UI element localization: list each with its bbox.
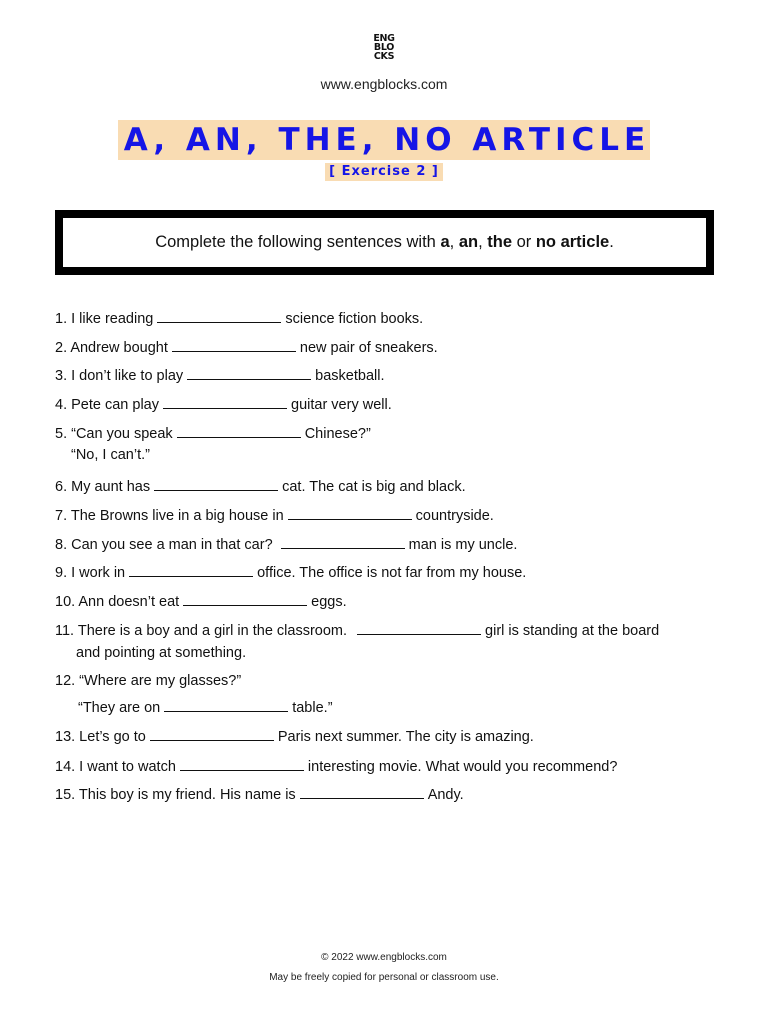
engblocks-logo: [0, 34, 768, 61]
answer-blank[interactable]: [163, 394, 287, 409]
question-text: 3. I don’t like to play: [55, 368, 184, 384]
question-12-line-2: [78, 697, 333, 716]
answer-blank[interactable]: [288, 505, 412, 520]
question-text: “They are on: [78, 700, 161, 716]
logo-line: ENG: [373, 33, 395, 44]
question-text: 13. Let’s go to: [55, 729, 146, 745]
answer-blank[interactable]: [164, 697, 288, 712]
question-15: [55, 784, 464, 803]
question-text: man is my uncle.: [408, 537, 518, 553]
instruction-text: Complete the following sentences with: [155, 233, 441, 251]
question-text: new pair of sneakers.: [299, 340, 438, 356]
answer-blank[interactable]: [300, 784, 424, 799]
question-11-line-2: and pointing at something.: [76, 645, 247, 661]
question-13: [55, 726, 534, 745]
option-no-article: no article: [535, 233, 610, 251]
answer-blank[interactable]: [357, 620, 481, 635]
question-text: eggs.: [311, 594, 347, 610]
question-9: [55, 562, 526, 581]
question-text: Paris next summer. The city is amazing.: [277, 729, 534, 745]
question-text: 15. This boy is my friend. His name is: [55, 787, 296, 803]
instruction-box: [55, 210, 714, 275]
answer-blank[interactable]: [150, 726, 274, 741]
separator: ,: [478, 233, 488, 251]
question-text: 10. Ann doesn’t eat: [55, 594, 180, 610]
question-4: [55, 394, 392, 413]
separator: .: [609, 233, 614, 251]
question-text: interesting movie. What would you recommend?: [307, 759, 618, 775]
question-11: [55, 620, 659, 639]
question-text: 1. I like reading: [55, 311, 154, 327]
option-a: a: [440, 233, 450, 251]
question-text: 8. Can you see a man in that car?: [55, 537, 273, 553]
question-8: [55, 534, 517, 553]
question-text: guitar very well.: [291, 397, 392, 413]
question-text: 2. Andrew bought: [55, 340, 168, 356]
answer-blank[interactable]: [154, 476, 278, 491]
footer-note: May be freely copied for personal or classroom use.: [269, 972, 499, 983]
question-2: [55, 337, 438, 356]
question-text: 6. My aunt has: [55, 479, 151, 495]
answer-blank[interactable]: [187, 365, 311, 380]
answer-blank[interactable]: [129, 562, 253, 577]
answer-blank[interactable]: [281, 534, 405, 549]
question-12: 12. “Where are my glasses?”: [55, 673, 242, 689]
site-url: www.engblocks.com: [320, 76, 448, 92]
question-text: science fiction books.: [285, 311, 424, 327]
separator: or: [512, 233, 536, 251]
question-3: [55, 365, 385, 384]
worksheet-title: A, AN, THE, NO ARTICLE: [118, 120, 650, 160]
question-text: girl is standing at the board: [485, 623, 660, 639]
question-14: [55, 756, 617, 775]
logo-line: BLO: [373, 42, 395, 53]
question-text: 14. I want to watch: [55, 759, 176, 775]
question-10: [55, 591, 347, 610]
question-text: basketball.: [315, 368, 385, 384]
question-5: [55, 423, 371, 442]
question-text: Andy.: [427, 787, 464, 803]
footer-copyright: © 2022 www.engblocks.com: [321, 952, 447, 963]
question-1: [55, 308, 423, 327]
question-7: [55, 505, 494, 524]
logo-line: CKS: [373, 51, 395, 62]
question-text: office. The office is not far from my house.: [257, 565, 527, 581]
question-text: table.”: [292, 700, 333, 716]
option-an: an: [458, 233, 479, 251]
answer-blank[interactable]: [183, 591, 307, 606]
question-text: 4. Pete can play: [55, 397, 159, 413]
question-text: 11. There is a boy and a girl in the classroom.: [55, 623, 348, 639]
question-text: countryside.: [415, 508, 494, 524]
exercise-label: [ Exercise 2 ]: [325, 163, 443, 181]
answer-blank[interactable]: [172, 337, 296, 352]
question-text: 7. The Browns live in a big house in: [55, 508, 284, 524]
option-the: the: [487, 233, 512, 251]
answer-blank[interactable]: [157, 308, 281, 323]
question-text: 9. I work in: [55, 565, 126, 581]
question-5-line-2: “No, I can’t.”: [71, 447, 150, 463]
answer-blank[interactable]: [177, 423, 301, 438]
separator: ,: [449, 233, 459, 251]
question-text: cat. The cat is big and black.: [282, 479, 466, 495]
question-text: 5. “Can you speak: [55, 426, 173, 442]
question-text: Chinese?”: [304, 426, 371, 442]
question-6: [55, 476, 466, 495]
answer-blank[interactable]: [180, 756, 304, 771]
